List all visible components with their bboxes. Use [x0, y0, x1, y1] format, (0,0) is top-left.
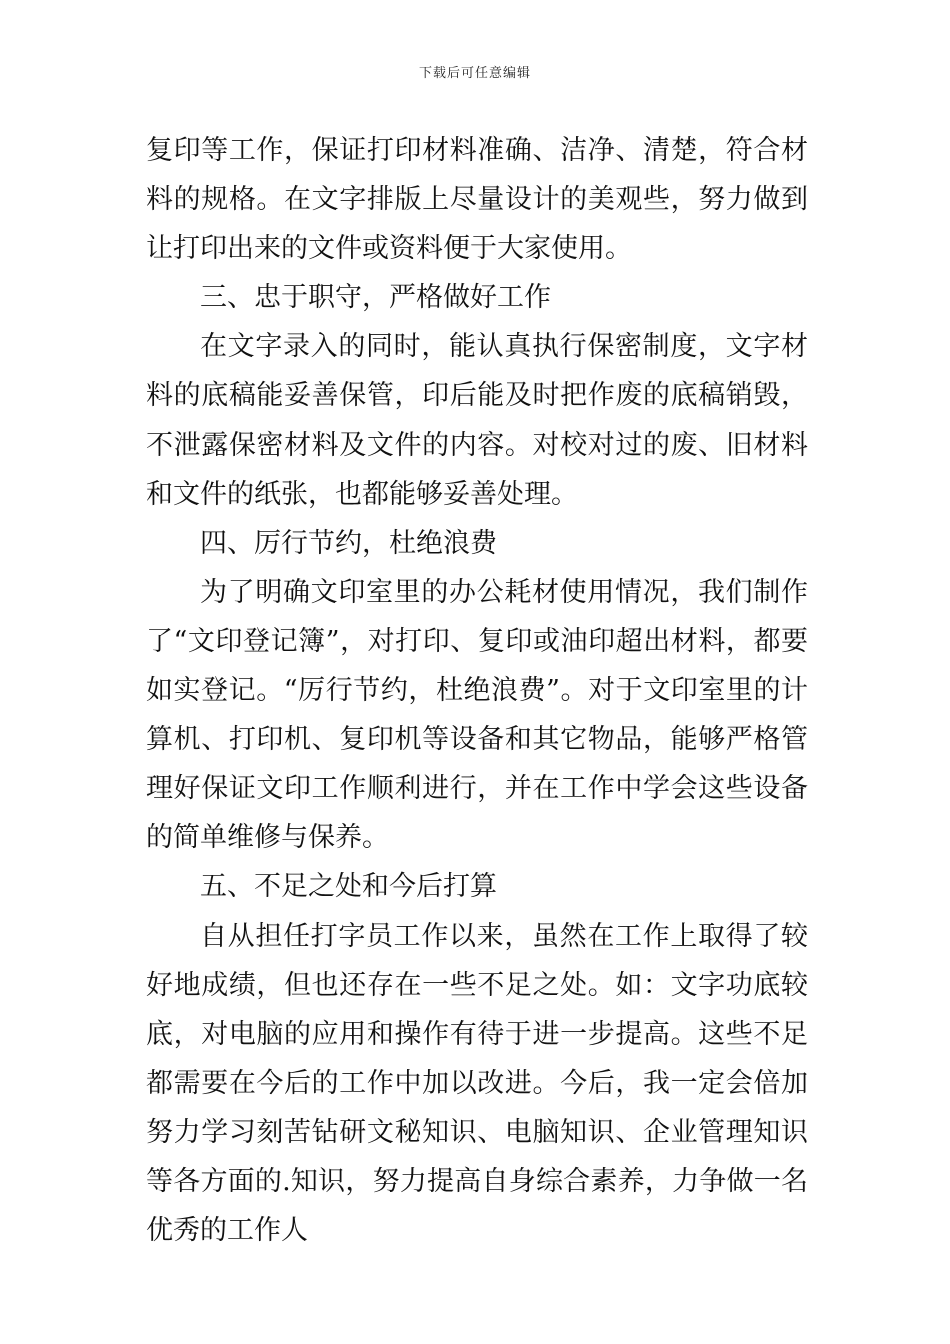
section-heading-5: 五、不足之处和今后打算 [200, 871, 497, 903]
section-heading-3: 三、忠于职守，严格做好工作 [200, 282, 551, 314]
page-header-note: 下载后可任意编辑 [418, 66, 531, 81]
paragraph-economy: 为了明确文印室里的办公耗材使用情况，我们制作了“文印登记簿”，对打印、复印或油印超出材料，都要如实登记。“厉行节约，杜绝浪费”。对于文印室里的计算机、打印机、复印机等设备和其它物品，能够严格管理好保证文印工作顺利进行，并在工作中学会这些设备的简单维修与保养。 [146, 576, 808, 854]
section-heading-4: 四、厉行节约，杜绝浪费 [200, 527, 497, 559]
paragraph-confidentiality: 在文字录入的同时，能认真执行保密制度，文字材料的底稿能妥善保管，印后能及时把作废的底稿销毁，不泄露保密材料及文件的内容。对校对过的废、旧材料和文件的纸张，也都能够妥善处理。 [146, 331, 808, 510]
paragraph-continuation: 复印等工作，保证打印材料准确、洁净、清楚，符合材料的规格。在文字排版上尽量设计的美观些，努力做到让打印出来的文件或资料便于大家使用。 [146, 135, 808, 265]
paragraph-shortcomings: 自从担任打字员工作以来，虽然在工作上取得了较好地成绩，但也还存在一些不足之处。如：文字功底较底，对电脑的应用和操作有待于进一步提高。这些不足都需要在今后的工作中加以改进。今后，我一定会倍加努力学习刻苦钻研文秘知识、电脑知识、企业管理知识等各方面的.知识，努力提高自身综合素养，力争做一名优秀的工作人 [146, 920, 808, 1247]
document-body [146, 126, 808, 1255]
